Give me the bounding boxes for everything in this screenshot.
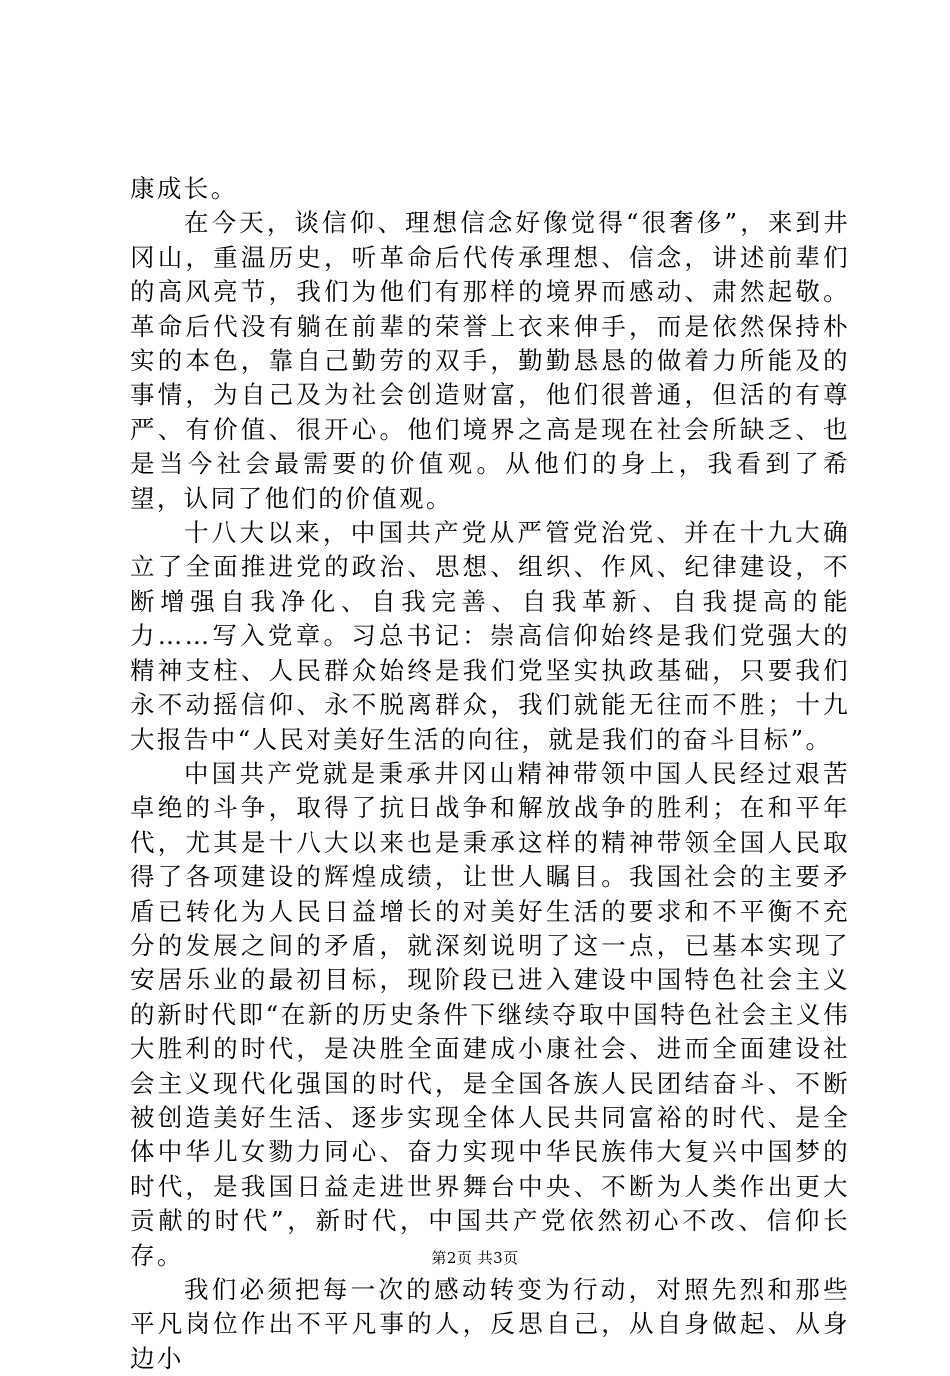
page-number-footer: 第2页 共3页 [431, 1249, 519, 1267]
paragraph-party-building: 十八大以来，中国共产党从严管党治党、并在十九大确立了全面推进党的政治、思想、组织、作风、纪律建设，不断增强自我净化、自我完善、自我革新、自我提高的能力……写入党章。习总书记：崇高信仰始终是我们党强大的精神支柱、人民群众始终是我们党坚实执政基础，只要我们永不动摇信仰、永不脱离群众，我们就能无往而不胜；十九大报告中“人民对美好生活的向往，就是我们的奋斗目标”。 [130, 518, 850, 754]
paragraph-faith: 在今天，谈信仰、理想信念好像觉得“很奢侈”，来到井冈山，重温历史，听革命后代传承理想、信念，讲述前辈们的高风亮节，我们为他们有那样的境界而感动、肃然起敬。革命后代没有躺在前辈的荣誉上衣来伸手，而是依然保持朴实的本色，靠自己勤劳的双手，勤勤恳恳的做着力所能及的事情，为自己及为社会创造财富，他们很普通，但活的有尊严、有价值、很开心。他们境界之高是现在社会所缺乏、也是当今社会最需要的价值观。从他们的身上，我看到了希望，认同了他们的价值观。 [130, 208, 850, 513]
paragraph-continuation: 康成长。 [130, 174, 238, 203]
paragraph-new-era: 中国共产党就是秉承井冈山精神带领中国人民经过艰苦卓绝的斗争，取得了抗日战争和解放战争的胜利；在和平年代，尤其是十八大以来也是秉承这样的精神带领全国人民取得了各项建设的辉煌成绩，让世人瞩目。我国社会的主要矛盾已转化为人民日益增长的对美好生活的要求和不平衡不充分的发展之间的矛盾，就深刻说明了这一点，已基本实现了安居乐业的最初目标，现阶段已进入建设中国特色社会主义的新时代即“在新的历史条件下继续夺取中国特色社会主义伟大胜利的时代，是决胜全面建成小康社会、进而全面建设社会主义现代化强国的时代，是全国各族人民团结奋斗、不断被创造美好生活、逐步实现全体人民共同富裕的时代、是全体中华儿女勠力同心、奋力实现中华民族伟大复兴中国梦的时代，是我国日益走进世界舞台中央、不断为人类作出更大贡献的时代”，新时代，中国共产党依然初心不改、信仰长存。 [130, 758, 850, 1270]
paragraph-action: 我们必须把每一次的感动转变为行动，对照先烈和那些平凡岗位作出不平凡事的人，反思自己，从自身做起、从身边小 [130, 1275, 850, 1373]
body-text [130, 172, 850, 1376]
